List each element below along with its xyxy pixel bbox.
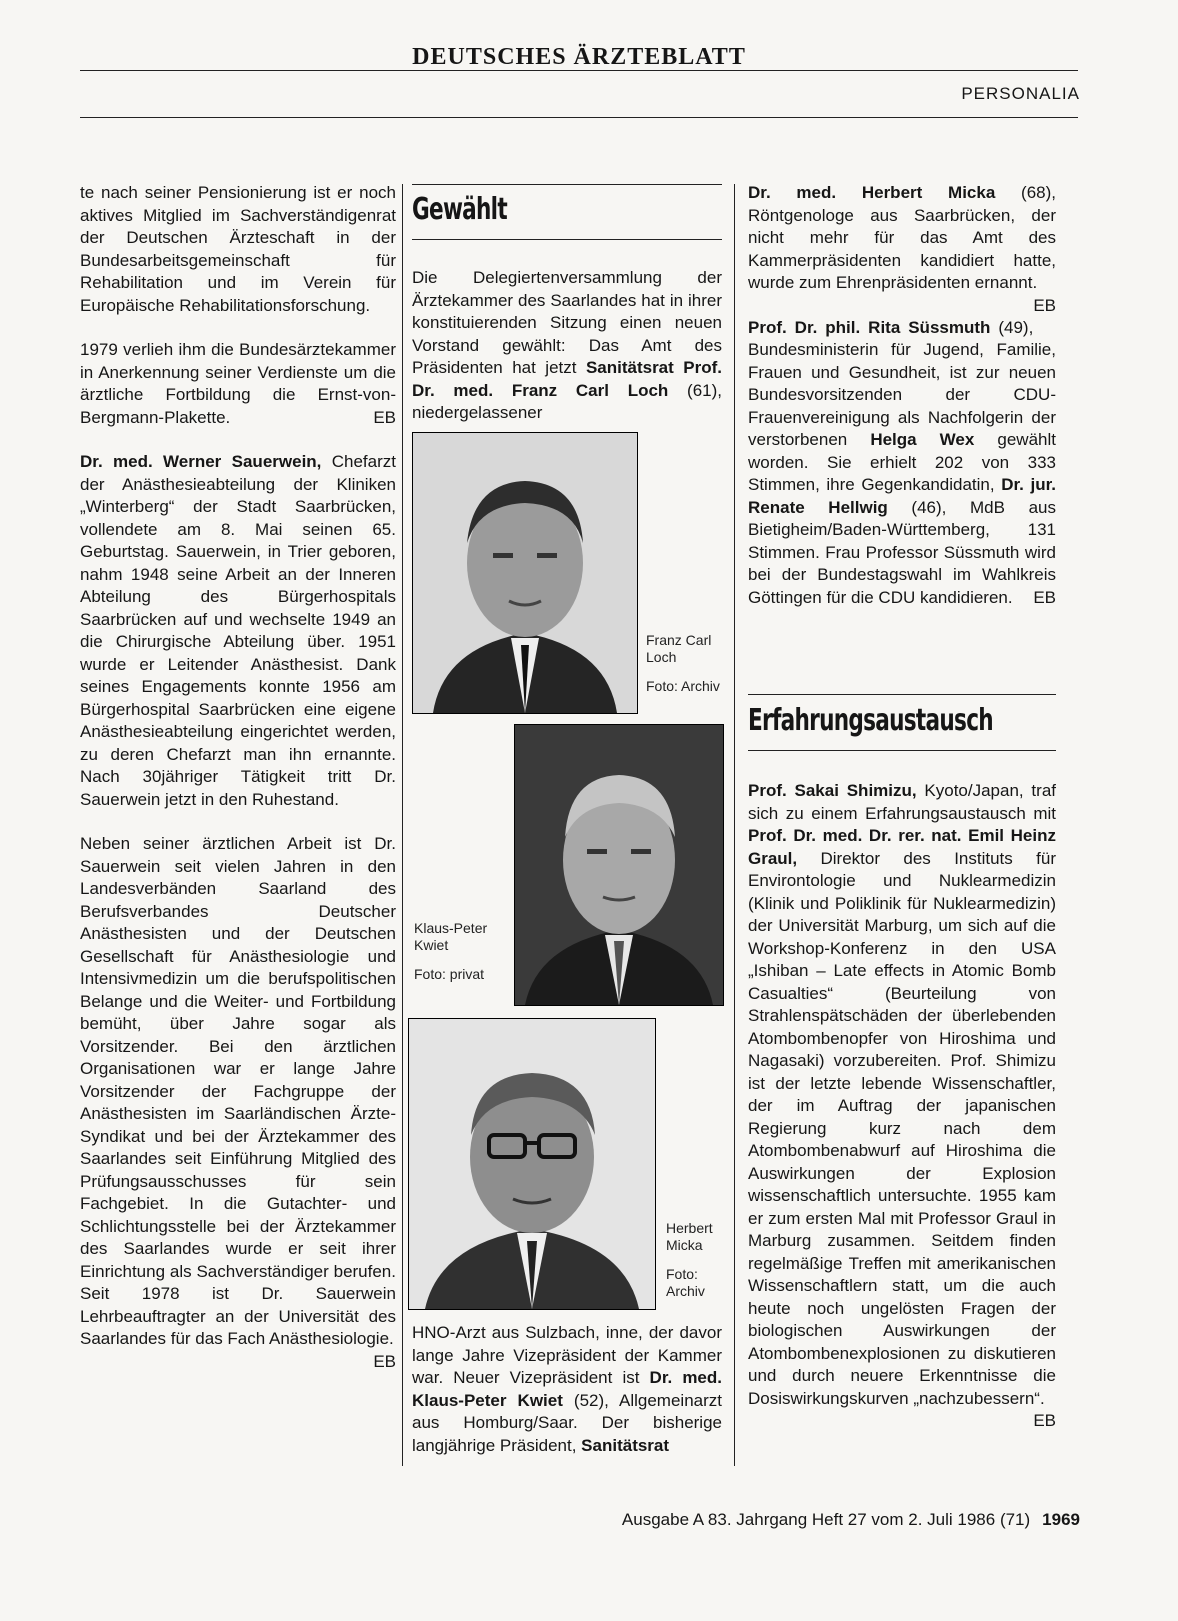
caption-micka (666, 1220, 730, 1300)
paragraph-suessmuth: Prof. Dr. phil. Rita Süssmuth (49), Bundesministerin für Jugend, Familie, Frauen und Gesundheit, ist zur neuen Bundesvorsitzenden der CDU-Frauenvereinigung als Nachfolgerin der verstorbenen Helga Wex gewählt worden. Sie erhielt 202 von 333 Stimmen, ihre Gegenkandidatin, Dr. jur. Renate Hellwig (46), MdB aus Bietigheim/Baden-Württemberg, 131 Stimmen. Frau Professor Süssmuth wird bei der Bundestagswahl im Wahlkreis Göttingen für die CDU kandidieren. EB (748, 317, 1056, 610)
person-name: Dr. med. Werner Sauerwein, (80, 452, 322, 471)
person-name: Helga Wex (870, 430, 975, 449)
photo-credit: Foto: Archiv (666, 1266, 705, 1299)
masthead-rule (80, 70, 1078, 71)
column-3-top (748, 182, 1056, 609)
caption-name: Franz Carl Loch (646, 632, 712, 665)
person-name: Dr. jur. Renate Hellwig (748, 475, 1056, 517)
column-3-bottom (748, 780, 1056, 1433)
photo-credit: Foto: Archiv (646, 678, 720, 694)
paragraph-pension: te nach seiner Pensionierung ist er noch aktives Mitglied im Sachverständigenrat der Deutschen Ärzteschaft in der Bundesarbeitsgemeinschaft für Rehabilitation und im Verein für Europäische Rehabilitationsforschung. (80, 183, 396, 315)
issue-info: Ausgabe A 83. Jahrgang Heft 27 vom 2. Juli 1986 (71) (621, 1510, 1031, 1529)
signature-eb: EB (373, 407, 396, 427)
header-rule (80, 117, 1078, 118)
erfahrung-bottom-rule (748, 750, 1056, 751)
signature-eb: EB (373, 1351, 396, 1371)
gewaehlt-top-rule (412, 184, 722, 185)
page-number: 1969 (1042, 1510, 1080, 1529)
caption-name: Klaus-Peter Kwiet (414, 920, 488, 953)
paragraph-bergmann: 1979 verlieh ihm die Bundesärztekammer in Anerkennung seiner Verdienste um die ärztliche Fortbildung die Ernst-von-Bergmann-Plakette. EB (80, 339, 396, 429)
column-1 (80, 182, 396, 1373)
portrait-image (413, 433, 637, 713)
erfahrung-top-rule (748, 694, 1056, 695)
paragraph-sauerwein: Dr. med. Werner Sauerwein, Chefarzt der Anästhesieabteilung der Kliniken „Winterberg“ der Stadt Saarbrücken, vollendete am 8. Mai seinen 65. Geburtstag. Sauerwein, in Trier geboren, nahm 1948 seine Arbeit an der Inneren Abteilung des Bürgerhospitals Saarbrücken auf und wechselte 1949 an die Chirurgische Abteilung über. 1951 wurde er Leitender Anästhesist. Dank seines Engagements konnte 1956 am Bürgerhospital Saarbrücken eine eigene Anästhesieabteilung eingerichtet werden, zu deren Chefarzt man ihn ernannte. Nach 30jähriger Tätigkeit tritt Dr. Sauerwein jetzt in den Ruhestand. (80, 452, 396, 809)
person-name: Prof. Sakai Shimizu, (748, 781, 917, 800)
gewaehlt-continued: HNO-Arzt aus Sulzbach, inne, der davor lange Jahre Vizepräsident der Kammer war. Neuer Vizepräsident ist Dr. med. Klaus-Peter Kwiet (52), Allgemeinarzt aus Homburg/Saar. Der bisherige langjährige Präsident, Sanitätsrat (412, 1323, 722, 1455)
portrait-photo-loch (412, 432, 638, 714)
person-name: Sanitätsrat (581, 1435, 670, 1455)
gewaehlt-bottom-rule (412, 239, 722, 240)
column-divider (734, 184, 735, 1466)
paragraph-shimizu: Prof. Sakai Shimizu, Kyoto/Japan, traf sich zu einem Erfahrungsaustausch mit Prof. Dr. med. Dr. rer. nat. Emil Heinz Graul, Direktor des Instituts für Environtologie und Nuklearmedizin (Klinik und Poliklinik für Nuklearmedizin) der Universität Marburg, um sich auf die Workshop-Konferenz in den USA „Ishiban – Late effects in Atomic Bomb Casualties“ (Beurteilung von Strahlenspätschäden der überlebenden Atombombenopfer von Hiroshima und Nagasaki) vorzubereiten. Prof. Shimizu ist der letzte lebende Wissenschaftler, der im Auftrag der japanischen Regierung kurz nach dem Atombombenabwurf auf Hiroshima die Auswirkungen der Explosion wissenschaftlich untersuchte. 1955 kam er zum ersten Mal mit Professor Graul in Marburg zusammen. Seitdem finden regelmäßige Treffen mit amerikanischen Wissenschaftlern statt, um die auch heute noch ungelösten Fragen der biologischen Auswirkungen der Atombombenexplosionen zu diskutieren und durch neuere Erkenntnisse die Dosiswirkungskurven „nachzubessern“. EB (748, 780, 1056, 1410)
person-name: Prof. Dr. phil. Rita Süssmuth (748, 317, 991, 337)
caption-kwiet (414, 920, 510, 983)
section-label: PERSONALIA (961, 84, 1080, 103)
paragraph-micka: Dr. med. Herbert Micka (68), Röntgenologe aus Saarbrücken, der nicht mehr für das Amt des Kammerpräsidenten kandidiert hatte, wurde zum Ehrenpräsidenten ernannt. EB (748, 182, 1056, 295)
portrait-image (515, 725, 723, 1005)
caption-loch (646, 632, 726, 695)
signature-eb: EB (1033, 1411, 1056, 1430)
portrait-photo-micka (408, 1018, 656, 1310)
person-name: Dr. med. Klaus-Peter Kwiet (412, 1368, 722, 1410)
page-footer (622, 1510, 1080, 1530)
signature-eb: EB (1033, 587, 1056, 607)
headline-erfahrungsaustausch: Erfahrungsaustausch (748, 703, 993, 738)
person-name: Prof. Dr. med. Dr. rer. nat. Emil Heinz Graul, (748, 826, 1056, 868)
caption-name: Herbert Micka (666, 1220, 713, 1253)
headline-gewaehlt: Gewählt (412, 192, 507, 227)
column-divider (402, 184, 403, 1466)
photo-credit: Foto: privat (414, 966, 485, 982)
paragraph-sauerwein-work: Neben seiner ärztlichen Arbeit ist Dr. Sauerwein seit vielen Jahren in den Landesverbänden Saarland des Berufsverbandes Deutscher Anästhesisten und der Deutschen Gesellschaft für Anästhesiologie und Intensivmedizin um die berufspolitischen Belange und die Weiter- und Fortbildung bemüht, über Jahre sogar als Vorsitzender. Bei den ärztlichen Organisationen war er lange Jahre Vorsitzender der Fachgruppe der Anästhesisten im Saarländischen Ärzte-Syndikat und bei der Ärztekammer des Saarlandes seit Einführung Mitglied des Prüfungsausschusses für sein Fachgebiet. In die Gutachter- und Schlichtungsstelle bei der Ärztekammer des Saarlandes wurde er seit ihrer Einrichtung als Sachverständiger berufen. Seit 1978 ist Dr. Sauerwein Lehrbeauftragter an der Universität des Saarlandes für das Fach Anästhesiologie. EB (80, 833, 396, 1351)
masthead: DEUTSCHES ÄRZTEBLATT (412, 44, 746, 70)
signature-eb: EB (1033, 295, 1056, 315)
portrait-image (409, 1019, 655, 1309)
gewaehlt-intro: Die Delegiertenversammlung der Ärztekammer des Saarlandes hat in ihrer konstituierenden Sitzung einen neuen Vorstand gewählt: Das Amt des Präsidenten hat jetzt Sanitätsrat Prof. Dr. med. Franz Carl Loch (61), niedergelassener (412, 268, 722, 422)
person-name: Dr. med. Herbert Micka (748, 183, 996, 202)
portrait-photo-kwiet (514, 724, 724, 1006)
person-name: Sanitätsrat Prof. Dr. med. Franz Carl Loch (412, 358, 722, 400)
